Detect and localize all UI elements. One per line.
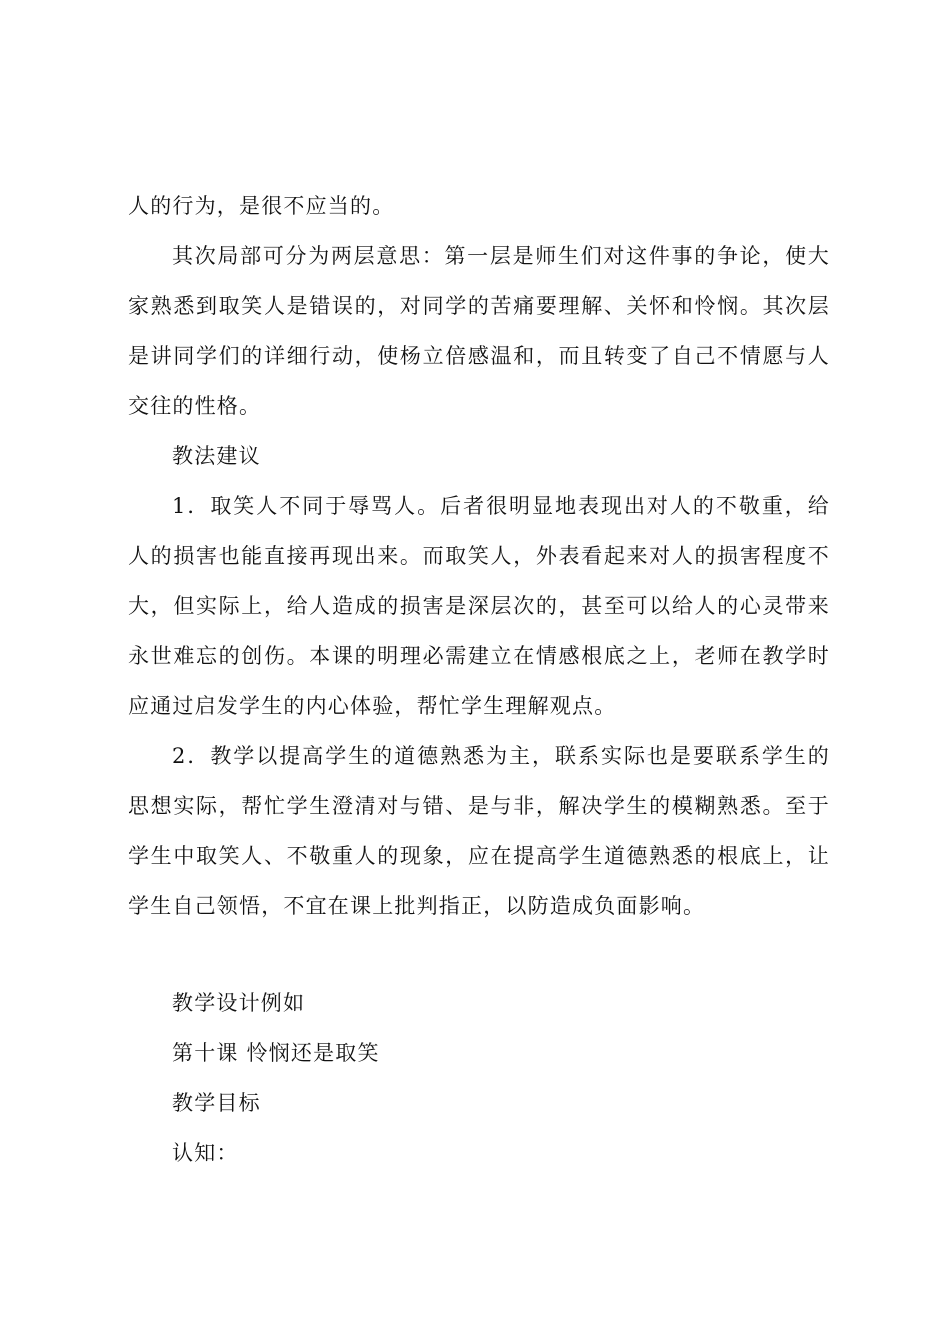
- paragraph-continuation: 人的行为，是很不应当的。: [128, 194, 395, 218]
- design-example-heading: 教学设计例如: [172, 991, 306, 1015]
- teaching-goals-heading: 教学目标: [172, 1091, 261, 1115]
- advice-item-1: 1．取笑人不同于辱骂人。后者很明显地表现出对人的不敬重，给人的损害也能直接再现出来。而取笑人，外表看起来对人的损害程度不大，但实际上，给人造成的损害是深层次的，甚至可以给人的心灵带来永世难忘的创伤。本课的明理必需建立在情感根底之上，老师在教学时应通过启发学生的内心体验，帮忙学生理解观点。: [128, 494, 830, 718]
- lesson-title: 第十课 怜悯还是取笑: [172, 1041, 380, 1065]
- section-heading-teaching-advice: 教法建议: [172, 444, 261, 468]
- cognition-heading: 认知：: [172, 1141, 239, 1165]
- paragraph-structure: 其次局部可分为两层意思：第一层是师生们对这件事的争论，使大家熟悉到取笑人是错误的，对同学的苦痛要理解、关怀和怜悯。其次层是讲同学们的详细行动，使杨立倍感温和，而且转变了自己不情愿与人交往的性格。: [128, 244, 830, 418]
- advice-item-2: 2．教学以提高学生的道德熟悉为主，联系实际也是要联系学生的思想实际，帮忙学生澄清对与错、是与非，解决学生的模糊熟悉。至于学生中取笑人、不敬重人的现象，应在提高学生道德熟悉的根底上，让学生自己领悟，不宜在课上批判指正，以防造成负面影响。: [128, 744, 830, 918]
